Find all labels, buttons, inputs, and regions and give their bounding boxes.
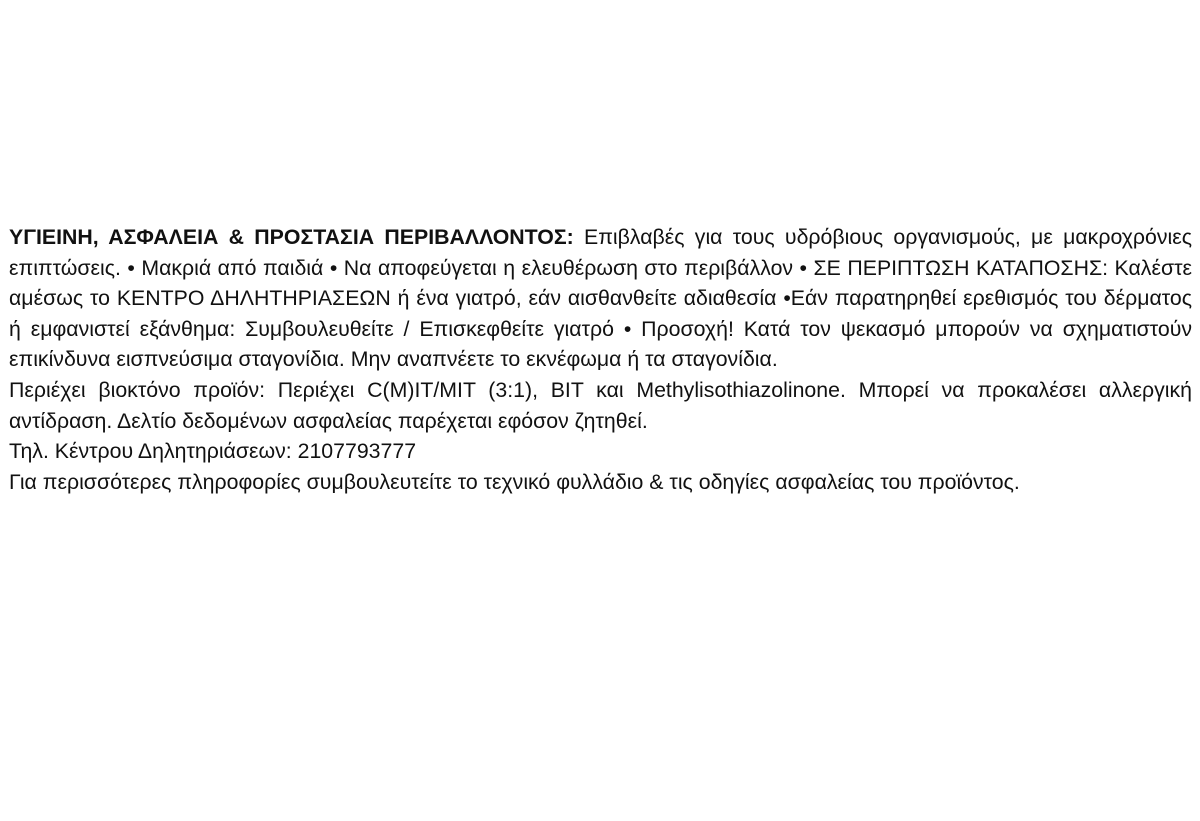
hazard-text: Επιβλαβές για τους υδρόβιους οργανισμούς, με μακροχρόνιες επιπτώσεις. • Μακριά από παιδιά • Να αποφεύγεται η ελευθέρωση στο περιβάλλον • ΣΕ ΠΕΡΙΠΤΩΣΗ ΚΑΤΑΠΟΣΗΣ: Καλέστε αμέσως το ΚΕΝΤΡΟ ΔΗΛΗΤΗΡΙΑΣΕΩΝ ή ένα γιατρό, εάν αισθανθείτε αδιαθεσία •Εάν παρατηρηθεί ερεθισμός του δέρματος ή εμφανιστεί εξάνθημα: Συμβουλευθείτε / Επισκεφθείτε γιατρό • Προσοχή! Κατά τον ψεκασμό μπορούν να σχηματιστούν επικίνδυνα εισπνεύσιμα σταγονίδια. Μην αναπνέετε το εκνέφωμα ή τα σταγονίδια. [9,225,1192,372]
safety-label-document [9,222,1192,497]
more-info-paragraph: Για περισσότερες πληροφορίες συμβουλευτείτε το τεχνικό φυλλάδιο & τις οδηγίες ασφαλείας του προϊόντος. [9,469,1020,494]
hazard-heading: ΥΓΙΕΙΝΗ, ΑΣΦΑΛΕΙΑ & ΠΡΟΣΤΑΣΙΑ ΠΕΡΙΒΑΛΛΟΝΤΟΣ: [9,225,574,249]
hazard-paragraph [9,222,1192,375]
poison-center-paragraph: Τηλ. Κέντρου Δηλητηριάσεων: 2107793777 [9,439,417,464]
biocide-paragraph: Περιέχει βιοκτόνο προϊόν: Περιέχει C(M)IT/MIT (3:1), BIT και Methylisothiazolinone. Μπορεί να προκαλέσει αλλεργική αντίδραση. Δελτίο δεδομένων ασφαλείας παρέχεται εφόσον ζητηθεί. [9,377,1192,433]
